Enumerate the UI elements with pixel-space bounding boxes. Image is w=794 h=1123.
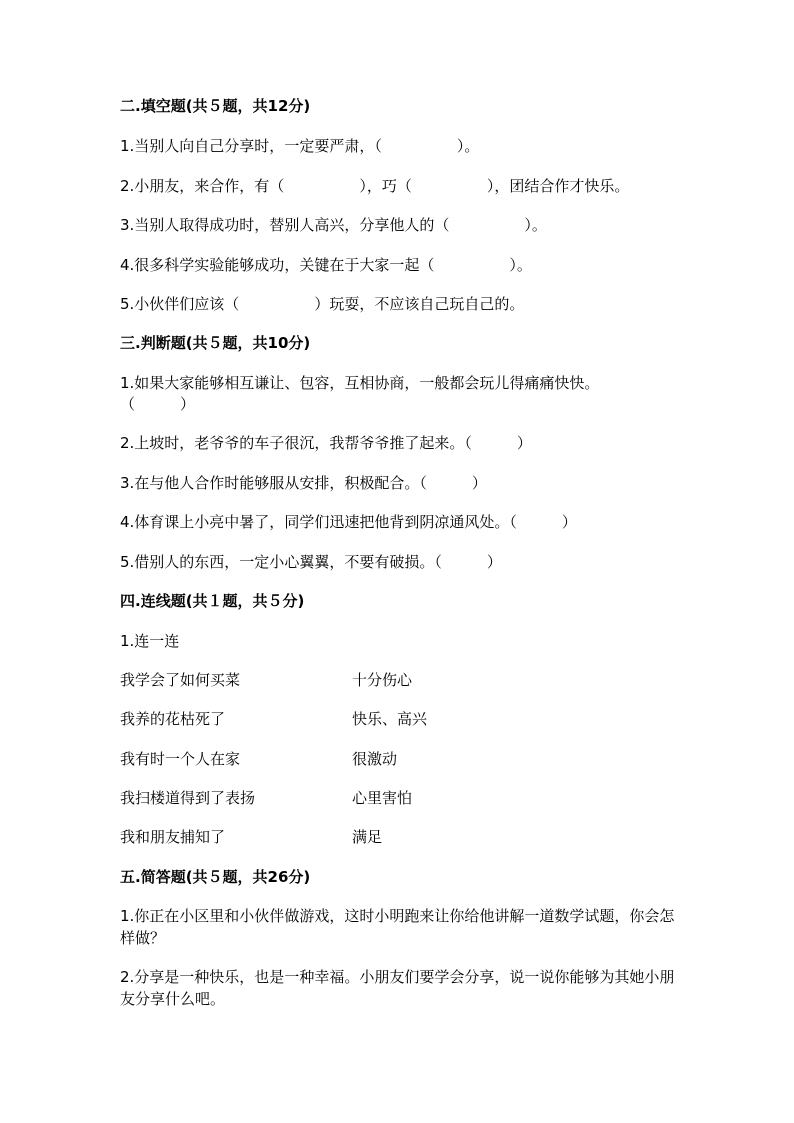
match-left-item: 我和朋友捕知了 (120, 828, 226, 846)
fill-question-4: 4.很多科学实验能够成功，关键在于大家一起（ ）。 (120, 256, 532, 274)
short-section-heading: 五.简答题(共５题，共26分) (120, 868, 311, 886)
fill-section-heading: 二.填空题(共５题，共12分) (120, 97, 311, 115)
judge-question-4: 4.体育课上小亮中暑了，同学们迅速把他背到阴凉通风处。（ ） (120, 513, 577, 531)
match-right-item: 十分伤心 (352, 671, 413, 689)
match-right-item: 心里害怕 (352, 789, 413, 807)
match-question-1: 1.连一连 (120, 632, 180, 650)
short-question-1: 1.你正在小区里和小伙伴做游戏，这时小明跑来让你给他讲解一道数学试题，你会怎样做？ (120, 907, 675, 947)
judge-question-3: 3.在与他人合作时能够服从安排，积极配合。（ ） (120, 474, 487, 492)
match-right-item: 很激动 (352, 750, 398, 768)
fill-question-2: 2.小朋友，来合作，有（ ），巧（ ），团结合作才快乐。 (120, 177, 630, 195)
short-question-2: 2.分享是一种快乐，也是一种幸福。小朋友们要学会分享，说一说你能够为其她小朋友分享什么吧。 (120, 968, 675, 1008)
match-left-item: 我学会了如何买菜 (120, 671, 241, 689)
judge-question-1-answer: （ ） (120, 395, 196, 413)
match-section-heading: 四.连线题(共１题，共５分) (120, 592, 305, 610)
match-right-item: 满足 (352, 828, 383, 846)
fill-question-1: 1.当别人向自己分享时，一定要严肃，（ ）。 (120, 137, 480, 155)
judge-section-heading: 三.判断题(共５题，共10分) (120, 334, 311, 352)
fill-question-3: 3.当别人取得成功时，替别人高兴，分享他人的（ ）。 (120, 216, 547, 234)
judge-question-5: 5.借别人的东西，一定小心翼翼，不要有破损。（ ） (120, 553, 502, 571)
match-left-item: 我养的花枯死了 (120, 710, 226, 728)
match-left-item: 我有时一个人在家 (120, 750, 241, 768)
judge-question-1: 1.如果大家能够相互谦让、包容，互相协商，一般都会玩儿得痛痛快快。 (120, 374, 600, 392)
match-right-item: 快乐、高兴 (352, 710, 428, 728)
match-left-item: 我扫楼道得到了表扬 (120, 789, 256, 807)
fill-question-5: 5.小伙伴们应该（ ）玩耍，不应该自己玩自己的。 (120, 295, 525, 313)
judge-question-2: 2.上坡时，老爷爷的车子很沉，我帮爷爷推了起来。（ ） (120, 434, 532, 452)
